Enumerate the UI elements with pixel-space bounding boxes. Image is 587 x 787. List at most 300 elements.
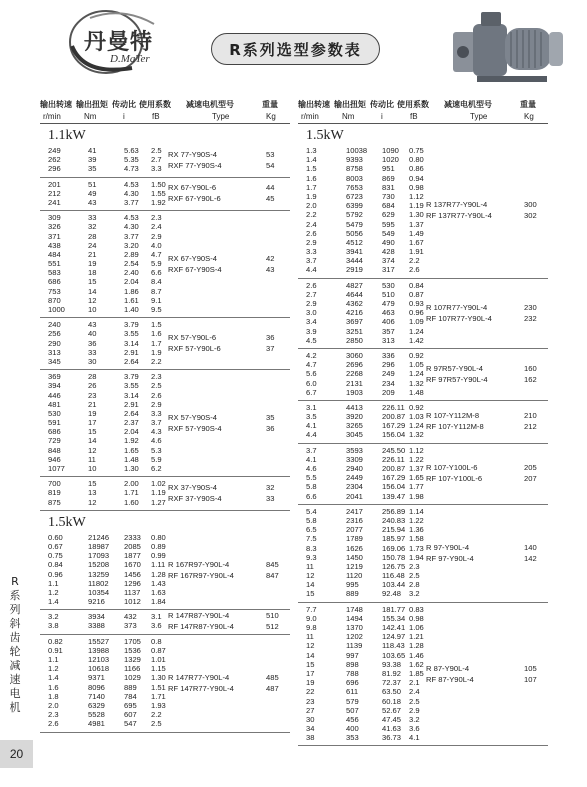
cell-torque: 8096	[88, 682, 105, 692]
cell-torque: 5792	[346, 210, 363, 220]
cell-speed: 7.5	[306, 534, 317, 544]
motor-model: RF 97R57-Y90L-4	[426, 374, 488, 384]
cell-service: 2.2	[151, 710, 162, 720]
table-row	[40, 348, 290, 357]
cell-torque: 33	[88, 347, 97, 357]
table-row	[298, 623, 548, 632]
table-row	[40, 570, 290, 579]
motor-model: R 147R87-Y90L-4	[168, 611, 230, 621]
cell-ratio: 92.48	[382, 589, 402, 599]
motor-model-list	[426, 542, 474, 564]
cell-ratio: 1.60	[124, 497, 139, 507]
cell-speed: 3.2	[48, 612, 59, 622]
table-row	[40, 189, 290, 198]
cell-service: 0.92	[409, 402, 424, 412]
cell-torque: 3697	[346, 317, 363, 327]
table-row	[298, 174, 548, 183]
weight-value: 232	[524, 313, 537, 323]
cell-ratio: 1029	[124, 673, 141, 683]
cell-torque: 611	[346, 687, 359, 697]
cell-ratio: 2.00	[124, 479, 139, 489]
cell-speed: 2.7	[306, 289, 317, 299]
cell-torque: 17	[88, 418, 97, 428]
cell-torque: 6723	[346, 191, 363, 201]
cell-speed: 2.6	[48, 719, 59, 729]
cell-ratio: 3.20	[124, 240, 139, 250]
cell-torque: 12	[88, 445, 97, 455]
table-row	[298, 687, 548, 696]
cell-ratio: 240.83	[382, 515, 406, 525]
cell-ratio: 490	[382, 237, 395, 247]
cell-torque: 28	[88, 372, 97, 382]
cell-ratio: 2.64	[124, 408, 139, 418]
motor-model: R 107-Y100L-6	[426, 463, 478, 473]
cell-ratio: 4.30	[124, 188, 139, 198]
table-row	[298, 155, 548, 164]
cell-ratio: 200.87	[382, 464, 406, 473]
cell-ratio: 3.77	[124, 197, 139, 207]
table-row	[298, 455, 548, 464]
cell-ratio: 2.04	[124, 427, 139, 437]
cell-speed: 30	[306, 714, 315, 724]
table-row	[298, 379, 548, 388]
cell-speed: 870	[48, 295, 61, 305]
table-row	[298, 614, 548, 623]
cell-service: 3.6	[151, 621, 162, 631]
cell-torque: 14	[88, 286, 97, 296]
cell-ratio: 185.97	[382, 534, 406, 544]
weight-list	[524, 410, 537, 432]
table-row	[298, 369, 548, 378]
col-out-speed: 输出转速	[40, 100, 72, 109]
cell-torque: 13259	[88, 569, 110, 579]
cell-torque: 3388	[88, 621, 105, 631]
unit-weight: Kg	[266, 112, 276, 121]
cell-speed: 11	[306, 561, 314, 571]
cell-ratio: 1020	[382, 155, 399, 165]
weight-list	[266, 610, 279, 632]
cell-ratio: 530	[382, 280, 395, 290]
motor-model-list	[168, 559, 234, 581]
cell-torque: 12103	[88, 655, 110, 664]
cell-speed: 3.4	[306, 317, 317, 327]
cell-speed: 2.0	[306, 201, 317, 211]
cell-torque: 15527	[88, 636, 110, 646]
cell-speed: 819	[48, 488, 61, 498]
cell-torque: 2850	[346, 335, 363, 345]
cell-torque: 21	[88, 399, 97, 409]
cell-service: 2.4	[151, 222, 162, 232]
table-row	[40, 287, 290, 296]
cell-speed: 1.4	[48, 597, 59, 607]
cell-torque: 1626	[346, 543, 363, 553]
cell-speed: 241	[48, 197, 61, 207]
cell-torque: 4512	[346, 237, 363, 247]
cell-speed: 2.6	[306, 228, 317, 238]
motor-model: RX 77-Y90S-4	[168, 149, 217, 159]
table-row	[40, 164, 290, 173]
cell-service: 3.7	[151, 418, 162, 428]
table-row	[40, 597, 290, 606]
cell-torque: 6329	[88, 700, 105, 710]
cell-torque: 579	[346, 696, 359, 706]
table-row	[298, 290, 548, 299]
motor-model-list	[426, 410, 484, 432]
cell-service: 1.01	[151, 655, 166, 664]
col-weight: 重量	[262, 100, 278, 109]
cell-ratio: 428	[382, 247, 395, 257]
cell-service: 4.1	[409, 733, 420, 743]
cell-service: 2.2	[151, 356, 162, 366]
cell-ratio: 2.64	[124, 356, 139, 366]
table-row	[298, 516, 548, 525]
motor-model: RF 147R87-Y90L-4	[168, 622, 234, 632]
cell-speed: 5.8	[306, 482, 317, 492]
cell-service: 1.06	[409, 623, 424, 632]
cell-speed: 3.7	[306, 256, 317, 266]
cell-speed: 11	[306, 632, 314, 642]
cell-ratio: 72.37	[382, 678, 402, 688]
cell-speed: 686	[48, 427, 61, 437]
cell-speed: 4.1	[306, 454, 317, 464]
weight-value: 162	[524, 374, 537, 384]
cell-torque: 1494	[346, 613, 363, 623]
cell-service: 1.09	[409, 317, 424, 327]
unit-service: fB	[152, 112, 160, 121]
cell-speed: 4.4	[306, 430, 317, 440]
cell-speed: 9.3	[306, 552, 317, 562]
cell-torque: 18987	[88, 541, 110, 551]
cell-torque: 40	[88, 329, 97, 339]
weight-list	[266, 332, 274, 354]
cell-torque: 12	[88, 295, 97, 305]
cell-speed: 6.5	[306, 525, 317, 535]
table-row	[298, 697, 548, 706]
cell-speed: 1.2	[48, 587, 59, 597]
cell-ratio: 3.79	[124, 372, 139, 382]
cell-torque: 15208	[88, 560, 110, 570]
motor-model: R 107-Y112M-8	[426, 411, 480, 421]
cell-torque: 51	[88, 179, 97, 189]
model-group	[298, 603, 548, 747]
weight-list	[266, 412, 274, 434]
cell-ratio: 118.43	[382, 641, 405, 651]
cell-torque: 15	[88, 277, 97, 287]
weight-list	[524, 542, 537, 564]
cell-service: 0.98	[409, 182, 424, 192]
cell-ratio: 200.87	[382, 412, 406, 422]
cell-ratio: 1.61	[124, 295, 139, 305]
cell-speed: 313	[48, 347, 61, 357]
weight-value: 300	[524, 200, 537, 210]
cell-speed: 1.6	[48, 682, 59, 692]
cell-service: 1.37	[409, 219, 424, 229]
cell-ratio: 155.34	[382, 613, 406, 623]
cell-speed: 875	[48, 497, 61, 507]
cell-speed: 0.91	[48, 645, 63, 655]
cell-ratio: 256.89	[382, 506, 406, 516]
cell-speed: 345	[48, 356, 61, 366]
weight-value: 33	[266, 493, 275, 503]
cell-torque: 18	[88, 268, 97, 278]
table-row	[40, 381, 290, 390]
cell-torque: 10	[88, 305, 97, 314]
table-row	[40, 277, 290, 286]
weight-value: 212	[524, 422, 537, 432]
cell-service: 0.80	[151, 532, 166, 542]
cell-service: 9.5	[151, 305, 162, 314]
cell-speed: 14	[306, 650, 315, 660]
cell-service: 0.84	[409, 280, 424, 290]
table-row	[298, 464, 548, 473]
cell-speed: 0.82	[48, 636, 63, 646]
cell-ratio: 47.45	[382, 714, 402, 724]
cell-service: 1.19	[151, 488, 166, 498]
cell-ratio: 41.63	[382, 724, 402, 734]
cell-service: 1.48	[409, 387, 424, 397]
cell-service: 0.87	[409, 289, 424, 299]
cell-ratio: 4.53	[124, 213, 139, 223]
cell-speed: 2.3	[48, 710, 59, 720]
cell-ratio: 336	[382, 350, 395, 360]
cell-speed: 394	[48, 381, 61, 391]
cell-ratio: 1.30	[124, 464, 139, 473]
cell-service: 2.6	[151, 390, 162, 400]
table-row	[40, 250, 290, 259]
cell-speed: 1.7	[306, 182, 317, 192]
cell-torque: 400	[346, 724, 359, 734]
table-row	[40, 498, 290, 507]
cell-service: 2.6	[409, 265, 420, 275]
side-category-label: R系列斜齿轮减速电机	[9, 575, 21, 714]
model-group	[298, 505, 548, 603]
cell-ratio: 226.11	[382, 402, 405, 412]
table-row	[298, 589, 548, 598]
cell-speed: 3.8	[48, 621, 59, 631]
cell-torque: 1370	[346, 623, 363, 632]
cell-ratio: 1.86	[124, 286, 139, 296]
cell-torque: 13	[88, 488, 97, 498]
cell-service: 1.6	[151, 329, 162, 339]
cell-ratio: 549	[382, 228, 395, 238]
weight-value: 210	[524, 411, 537, 421]
cell-service: 1.05	[409, 360, 424, 370]
cell-speed: 8.3	[306, 543, 317, 553]
cell-speed: 27	[306, 705, 315, 715]
weight-value: 302	[524, 211, 537, 221]
cell-service: 1.94	[409, 552, 424, 562]
cell-ratio: 1296	[124, 578, 141, 588]
cell-torque: 19	[88, 259, 97, 269]
cell-speed: 15	[306, 659, 315, 669]
motor-model: R 87-Y90L-4	[426, 663, 470, 673]
cell-speed: 0.84	[48, 560, 63, 570]
cell-torque: 2940	[346, 464, 363, 473]
table-row	[298, 336, 548, 345]
cell-service: 5.3	[151, 445, 162, 455]
cell-service: 1.7	[151, 338, 162, 348]
weight-list	[266, 672, 279, 694]
cell-speed: 591	[48, 418, 61, 428]
cell-service: 3.1	[151, 612, 162, 622]
weight-value: 42	[266, 253, 275, 263]
cell-torque: 36	[88, 338, 97, 348]
cell-speed: 0.75	[48, 551, 63, 561]
cell-speed: 438	[48, 240, 61, 250]
table-row	[298, 733, 548, 742]
motor-model-list	[168, 412, 222, 434]
cell-speed: 3.7	[306, 445, 317, 455]
cell-ratio: 93.38	[382, 659, 402, 669]
weight-list	[524, 199, 537, 221]
table-row	[298, 351, 548, 360]
cell-ratio: 317	[382, 265, 395, 275]
weight-value: 205	[524, 463, 537, 473]
cell-torque: 4981	[88, 719, 105, 729]
cell-speed: 369	[48, 372, 61, 382]
cell-torque: 23	[88, 390, 97, 400]
cell-service: 0.89	[151, 541, 166, 551]
cell-ratio: 1877	[124, 551, 141, 561]
table-row	[298, 220, 548, 229]
table-row	[40, 551, 290, 560]
table-row	[298, 360, 548, 369]
cell-service: 1.24	[409, 369, 424, 379]
cell-torque: 13988	[88, 645, 110, 655]
cell-speed: 9.8	[306, 623, 317, 632]
cell-speed: 484	[48, 249, 61, 259]
cell-speed: 14	[306, 580, 315, 590]
cell-service: 4.6	[151, 436, 162, 446]
cell-service: 1.22	[409, 515, 424, 525]
col-motor-model: 减速电机型号	[444, 100, 492, 109]
cell-service: 2.5	[409, 696, 420, 706]
table-row	[40, 400, 290, 409]
table-row	[298, 641, 548, 650]
table-row	[40, 418, 290, 427]
cell-service: 1.51	[151, 682, 166, 692]
model-group	[40, 144, 290, 178]
cell-ratio: 1.92	[124, 436, 139, 446]
weight-value: 510	[266, 611, 279, 621]
model-group	[40, 635, 290, 733]
cell-service: 4.7	[151, 249, 162, 259]
motor-model: R 107R77-Y90L-4	[426, 302, 488, 312]
cell-ratio: 2.91	[124, 347, 139, 357]
table-row	[40, 372, 290, 381]
cell-ratio: 547	[124, 719, 137, 729]
unit-speed: r/min	[301, 112, 319, 121]
weight-list	[266, 559, 279, 581]
cell-torque: 39	[88, 155, 97, 165]
cell-speed: 4.4	[306, 265, 317, 275]
table-row	[40, 339, 290, 348]
cell-service: 1.28	[409, 641, 424, 651]
cell-service: 1.62	[409, 659, 424, 669]
column-header	[40, 96, 290, 124]
cell-speed: 371	[48, 231, 61, 241]
cell-torque: 3309	[346, 454, 363, 464]
cell-ratio: 1.71	[124, 488, 139, 498]
cell-ratio: 215.94	[382, 525, 406, 535]
cell-service: 2.2	[409, 256, 420, 266]
cell-ratio: 2.89	[124, 249, 139, 259]
power-section-label: 1.5kW	[48, 514, 86, 530]
table-row	[298, 317, 548, 326]
weight-value: 160	[524, 363, 537, 373]
cell-service: 1.46	[409, 650, 424, 660]
table-row	[298, 562, 548, 571]
cell-service: 1.14	[409, 506, 424, 516]
cell-ratio: 3.14	[124, 390, 139, 400]
table-row	[40, 655, 290, 664]
cell-torque: 2316	[346, 515, 363, 525]
cell-service: 2.5	[409, 571, 420, 581]
cell-ratio: 1.48	[124, 454, 139, 464]
cell-torque: 456	[346, 714, 359, 724]
cell-ratio: 181.77	[382, 604, 406, 614]
power-section-label: 1.5kW	[306, 128, 344, 143]
cell-speed: 1000	[48, 305, 65, 314]
cell-speed: 0.96	[48, 569, 63, 579]
cell-speed: 256	[48, 329, 61, 339]
table-row	[298, 492, 548, 501]
table-row	[298, 238, 548, 247]
cell-service: 6.2	[151, 464, 162, 473]
weight-value: 107	[524, 674, 537, 684]
cell-ratio: 1329	[124, 655, 141, 664]
cell-torque: 17093	[88, 551, 110, 561]
cell-service: 1.92	[151, 197, 166, 207]
cell-service: 1.02	[151, 479, 166, 489]
cell-ratio: 126.75	[382, 561, 406, 571]
cell-torque: 5479	[346, 219, 363, 229]
cell-torque: 15	[88, 479, 97, 489]
motor-model: R 97-Y90L-4	[426, 542, 470, 552]
table-row	[40, 320, 290, 329]
table-row	[298, 571, 548, 580]
cell-torque: 2268	[346, 369, 363, 379]
table-row	[40, 409, 290, 418]
cell-speed: 17	[306, 668, 315, 678]
table-row	[298, 327, 548, 336]
cell-ratio: 374	[382, 256, 395, 266]
cell-torque: 2131	[346, 378, 363, 388]
cell-service: 1.43	[151, 578, 166, 588]
table-row	[298, 229, 548, 238]
cell-ratio: 2.91	[124, 399, 139, 409]
cell-ratio: 684	[382, 201, 395, 211]
cell-ratio: 1705	[124, 636, 141, 646]
cell-speed: 1.4	[48, 673, 59, 683]
motor-model: RXF 57-Y90S-4	[168, 423, 222, 433]
cell-torque: 3593	[346, 445, 363, 455]
cell-service: 1.36	[409, 525, 424, 535]
cell-service: 1.24	[409, 326, 424, 336]
cell-torque: 10	[88, 464, 97, 473]
cell-ratio: 226.11	[382, 454, 405, 464]
cell-service: 0.96	[409, 308, 424, 318]
cell-speed: 1.9	[306, 191, 317, 201]
weight-value: 207	[524, 474, 537, 484]
cell-speed: 481	[48, 399, 61, 409]
cell-ratio: 629	[382, 210, 395, 220]
motor-model: R 147R77-Y90L-4	[168, 672, 230, 682]
cell-torque: 4216	[346, 308, 363, 318]
cell-speed: 848	[48, 445, 61, 455]
cell-ratio: 4.53	[124, 179, 139, 189]
table-row	[298, 183, 548, 192]
